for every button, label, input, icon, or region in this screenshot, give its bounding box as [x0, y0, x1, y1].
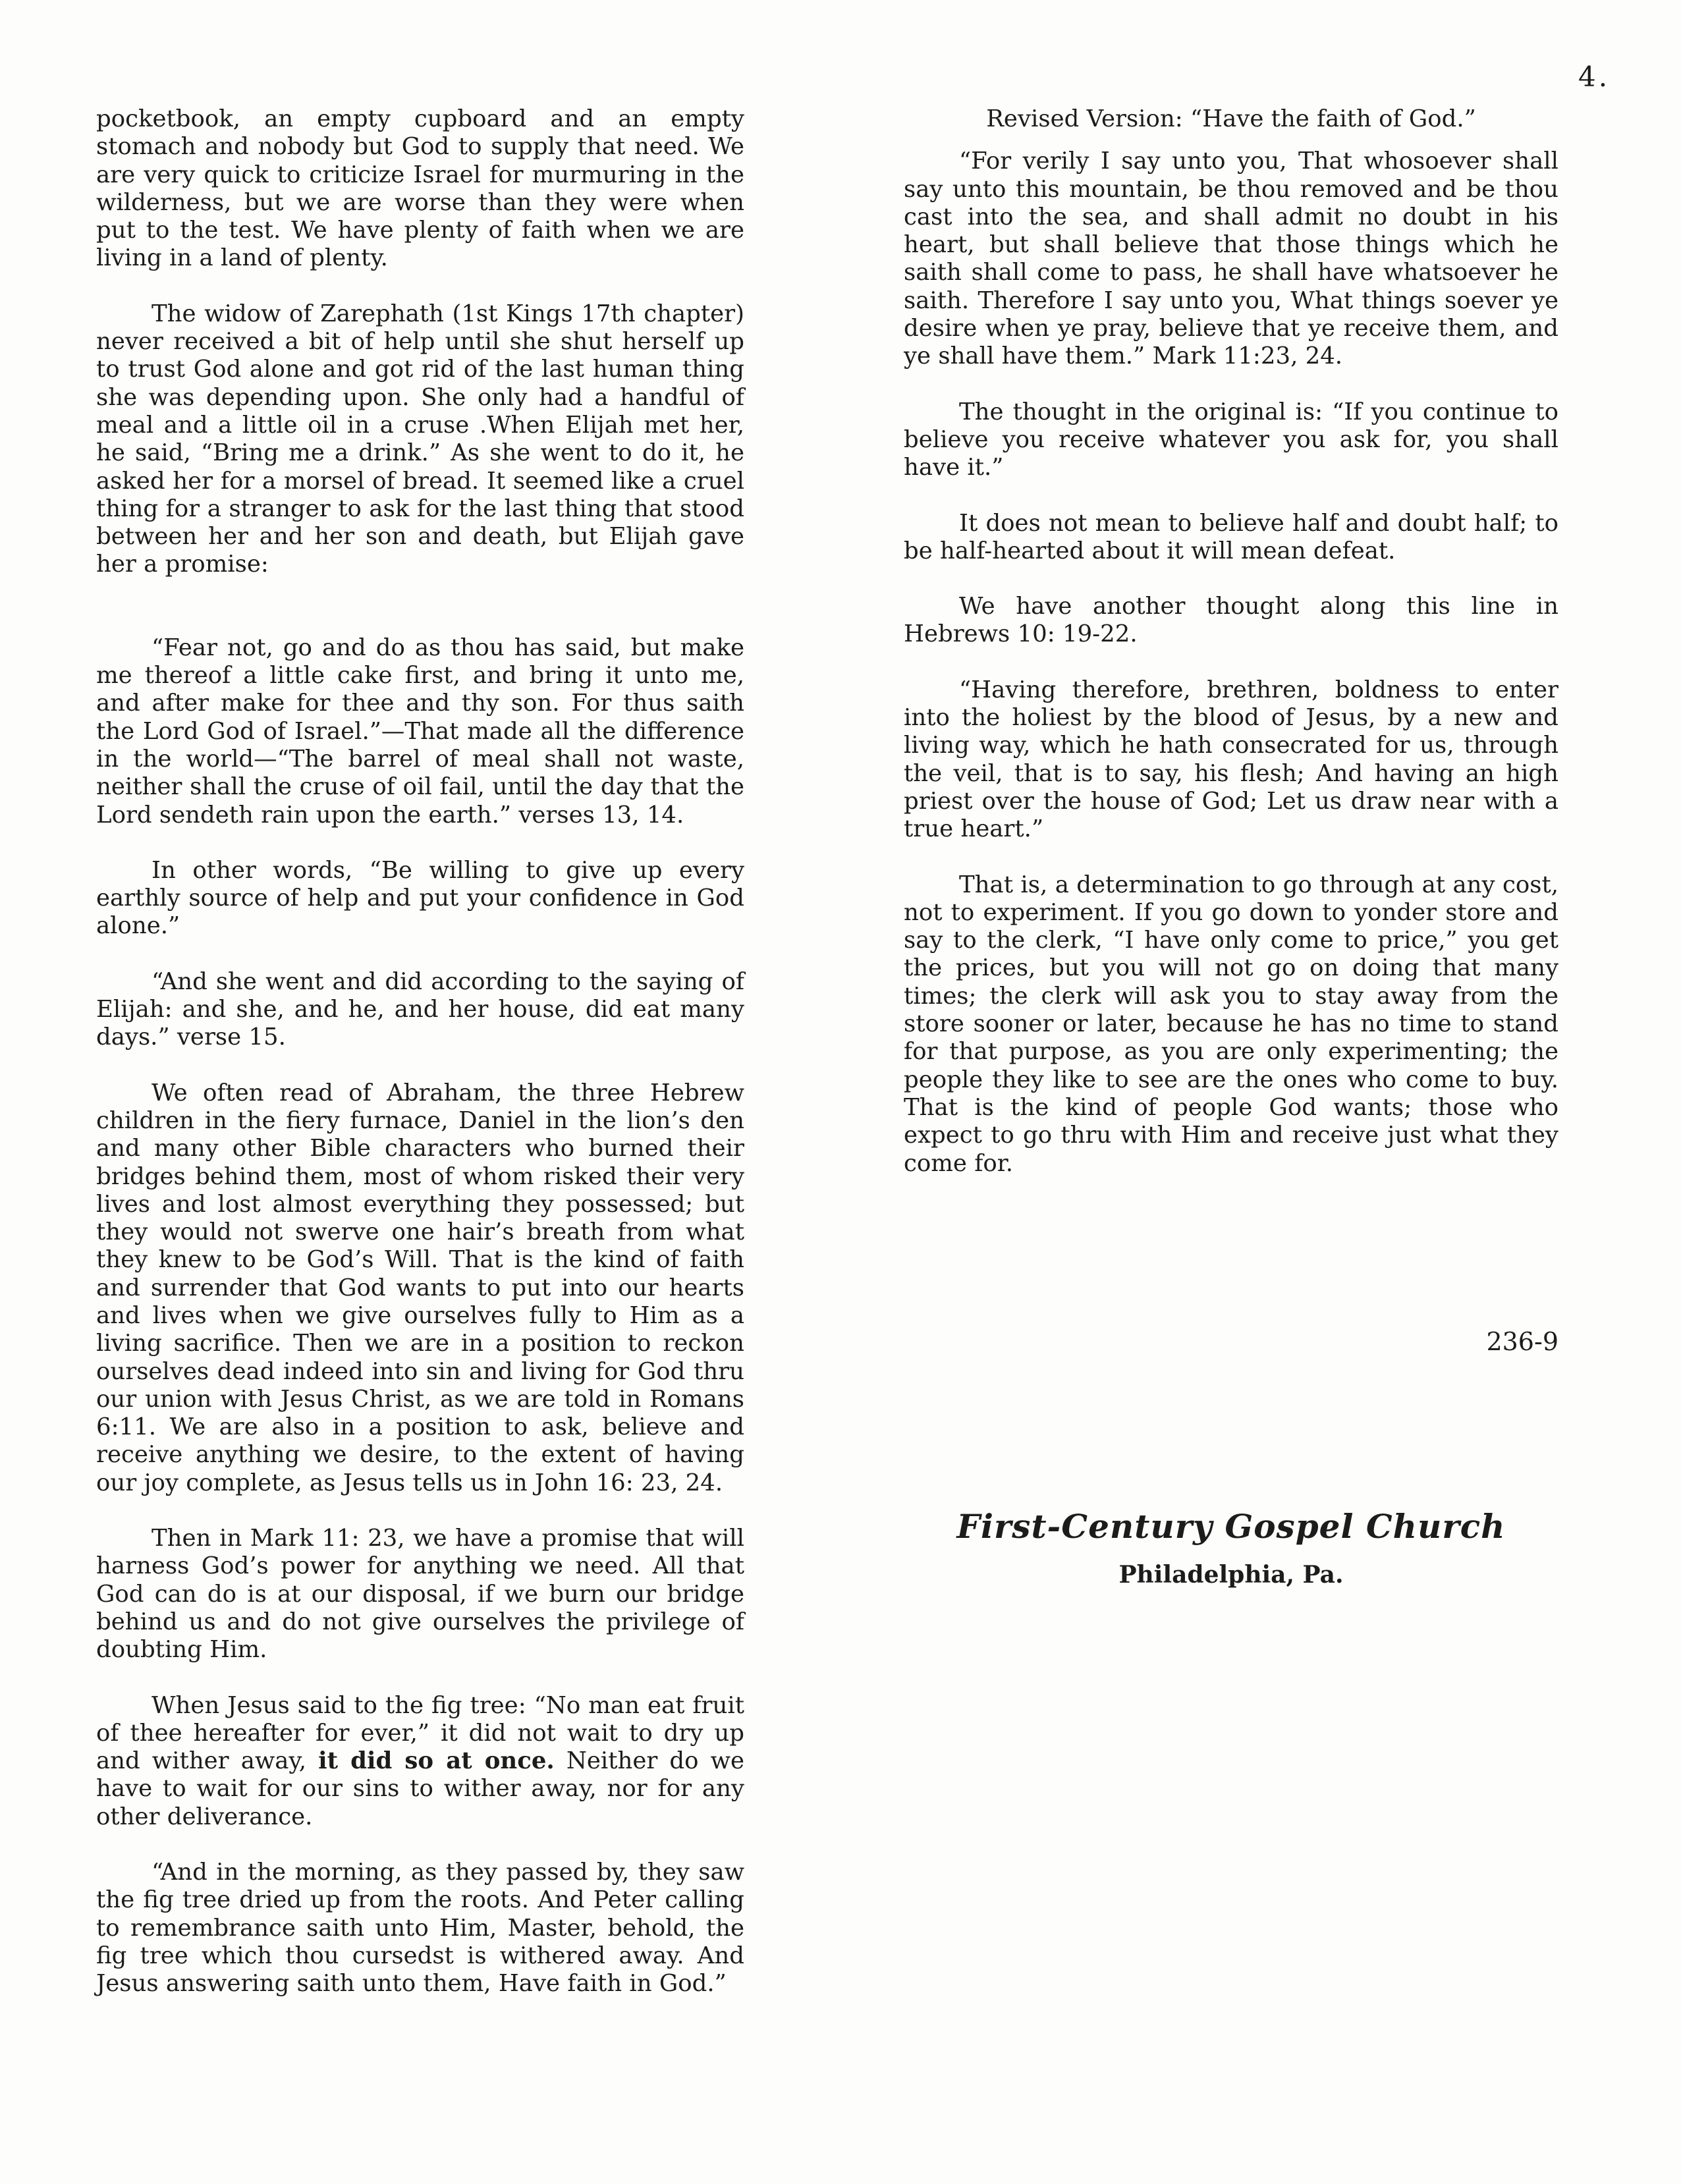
right-column — [904, 105, 1558, 1205]
scripture-quote: “For verily I say unto you, That whosoever shall say unto this mountain, be thou removed and be thou cast into the sea, and shall admit no doubt in his heart, but shall believe that those things which he saith shall come to pass, he shall have whatsoever he saith. Therefore I say unto you, What things soever ye desire when ye pray, believe that ye receive them, and ye shall have them.” Mark 11:23, 24. — [904, 148, 1558, 370]
paragraph-text: When Jesus said to the fig tree: “No man eat fruit of thee hereafter for ever,” it did not wait to dry up and wither away, — [96, 1691, 744, 1775]
emphasis-text: it did so at once. — [318, 1747, 555, 1775]
church-city: Philadelphia, Pa. — [1118, 1561, 1344, 1589]
scripture-quote: “And in the morning, as they passed by, they saw the fig tree dried up from the roots. And Peter calling to remembrance saith unto Him, Master, behold, the fig tree which thou cursedst is withered away. And Jesus answering saith unto them, Have faith in God.” — [96, 1859, 744, 1998]
scripture-quote: “And she went and did according to the saying of Elijah: and she, and he, and her house, did eat many days.” verse 15. — [96, 968, 744, 1051]
paragraph: The thought in the original is: “If you continue to believe you receive whatever you ask for, you shall have it.” — [904, 398, 1558, 481]
paragraph: The widow of Zarephath (1st Kings 17th chapter) never received a bit of help until she shut herself up to trust God alone and got rid of the last human thing she was depending upon. She only had a handful of meal and a little oil in a cruse .When Elijah met her, he said, “Bring me a drink.” As she went to do it, he asked her for a morsel of bread. It seemed like a cruel thing for a stranger to ask for the last thing that stood between her and her son and death, but Elijah gave her a promise: — [96, 300, 744, 578]
paragraph: It does not mean to believe half and doubt half; to be half-hearted about it will mean defeat. — [904, 509, 1558, 564]
paragraph: Revised Version: “Have the faith of God.” — [986, 105, 1476, 132]
paragraph: We often read of Abraham, the three Hebrew children in the fiery furnace, Daniel in the lion’s den and many other Bible characters who burned their bridges behind them, most of whom risked their very lives and lost almost everything they possessed; but they would not swerve one hair’s breath from what they knew to be God’s Will. That is the kind of faith and surrender that God wants to put into our hearts and lives when we give ourselves fully to Him as a living sacrifice. Then we are in a position to reckon ourselves dead indeed into sin and living for God thru our union with Jesus Christ, as we are told in Romans 6:11. We are also in a position to ask, believe and receive anything we desire, to the extent of having our joy complete, as Jesus tells us in John 16: 23, 24. — [96, 1079, 744, 1496]
left-column — [96, 105, 744, 2026]
page-number: 4. — [1578, 61, 1611, 93]
paragraph: pocketbook, an empty cupboard and an empty stomach and nobody but God to supply that need. We are very quick to criticize Israel for murmuring in the wilderness, but we are worse than they were when put to the test. We have plenty of faith when we are living in a land of plenty. — [96, 105, 744, 272]
scripture-quote: “Having therefore, brethren, boldness to enter into the holiest by the blood of Jesus, by a new and living way, which he hath consecrated for us, through the veil, that is to say, his flesh; And having an high priest over the house of God; Let us draw near with a true heart.” — [904, 676, 1558, 843]
paragraph: That is, a determination to go through at any cost, not to experiment. If you go down to yonder store and say to the clerk, “I have only come to price,” you get the prices, but you will not go on doing that many times; the clerk will ask you to stay away from the store sooner or later, because he has no time to stand for that purpose, as you are only experimenting; the people they like to see are the ones who come to buy. That is the kind of people God wants; those who expect to go thru with Him and receive just what they come for. — [904, 871, 1558, 1177]
church-name: First-Century Gospel Church — [956, 1507, 1506, 1546]
paragraph: We have another thought along this line in Hebrews 10: 19-22. — [904, 593, 1558, 648]
scripture-quote: “Fear not, go and do as thou has said, but make me thereof a little cake first, and bring it unto me, and after make for thee and thy son. For thus saith the Lord God of Israel.”—That made all the difference in the world—“The barrel of meal shall not waste, neither shall the cruse of oil fail, until the day that the Lord sendeth rain upon the earth.” verses 13, 14. — [96, 634, 744, 829]
paragraph: Then in Mark 11: 23, we have a promise that will harness God’s power for anything we need. All that God can do is at our disposal, if we burn our bridge behind us and do not give ourselves the privilege of doubting Him. — [96, 1525, 744, 1664]
paragraph: In other words, “Be willing to give up every earthly source of help and put your confidence in God alone.” — [96, 856, 744, 940]
paragraph — [96, 1692, 744, 1831]
paragraph-text: Neither do we have to wait for our sins to wither away, nor for any other deliverance. — [96, 1747, 744, 1830]
reference-code: 236-9 — [1486, 1327, 1558, 1356]
